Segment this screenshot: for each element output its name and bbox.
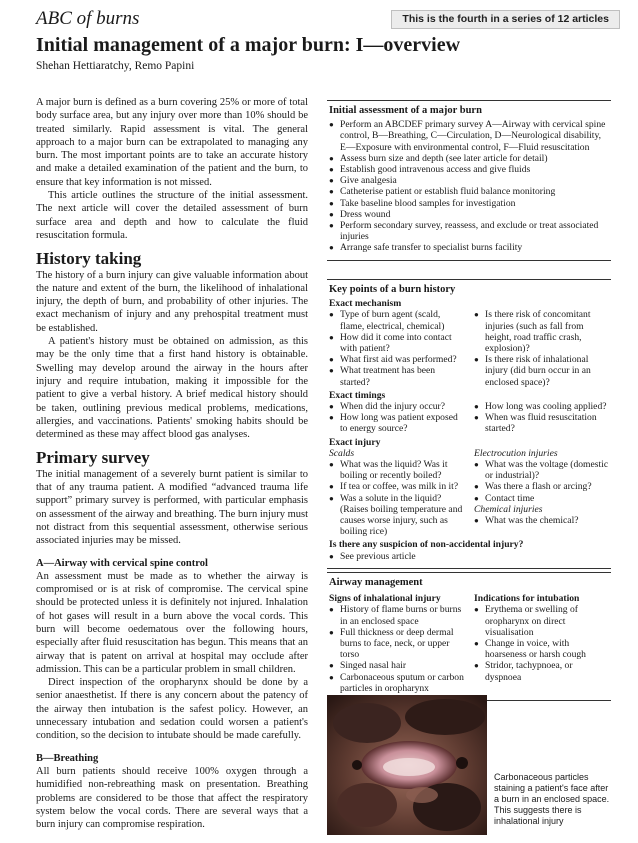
box-subheading: Indications for intubation: [474, 593, 580, 605]
list-item: ● Give analgesia: [329, 175, 609, 186]
list-item: ● What was the liquid? Was it boiling or recently boiled?: [329, 459, 464, 481]
primary-paragraph: The initial management of a severely burnt patient is similar to that of any trauma patient. A modified “advanced trauma life support” primary survey is performed, with particular emphasis on assessment of the airway and breathing. The burn injury must not distract from this sequential assessment, otherwise serious associated injuries may be missed.: [36, 468, 308, 547]
list-item: ● If tea or coffee, was milk in it?: [329, 481, 464, 492]
airway-paragraph: An assessment must be made as to whether the airway is compromised or is at risk of compromise. The cervical spine should be protected unless it is definitely not injured. Inhalation of hot gases will result in a burn above the vocal cords. This burn will become oedematous over the following hours, especially after fluid resuscitation has begun. This means that an airway that is patent on arrival at hospital may occlude after admission. This can be a particular problem in small children.: [36, 570, 308, 675]
section-heading-history: History taking: [36, 249, 142, 269]
series-kicker: ABC of burns: [36, 8, 140, 29]
list-item: ● Was there a flash or arcing?: [474, 481, 609, 492]
history-paragraph: The history of a burn injury can give valuable information about the nature and extent of the burn, the likelihood of inhalational injury, the depth of burn, and probability of other injuries. The exact mechanism of injury and any prehospital treatment must be established.: [36, 269, 308, 334]
authors: Shehan Hettiaratchy, Remo Papini: [36, 60, 195, 72]
box-subheading: Is there any suspicion of non-accidental injury?: [329, 539, 524, 551]
figure-caption: Carbonaceous particles staining a patient's face after a burn in an enclosed space. This suggests there is inhalational injury: [494, 772, 610, 826]
list-item: ● Full thickness or deep dermal burns to face, neck, or upper torso: [329, 627, 464, 661]
intro-paragraph: A major burn is defined as a burn covering 25% or more of total body surface area, but any injury over more than 10% should be treated similarly. Rapid assessment is vital. The general approach to a major burn can be extrapolated to managing any burn. The most important points are to take an accurate history and make a detailed examination of the patient and the burn, to ensure that key information is not missed.: [36, 97, 308, 188]
list-item: ● Singed nasal hair: [329, 660, 464, 671]
list-item: ● Perform an ABCDEF primary survey A—Airway with cervical spine control, B—Breathing, C—Circulation, D—Neurological disability, E—Exposure with environmental control, F—Fluid resuscitation: [329, 119, 609, 153]
box-subheading: Exact timings: [329, 389, 386, 401]
article-title: Initial management of a major burn: I—overview: [36, 34, 461, 56]
list-item: ● History of flame burns or burns in an enclosed space: [329, 604, 464, 626]
list-item: ● Catheterise patient or establish fluid balance monitoring: [329, 186, 609, 197]
box-initial-assessment: [327, 100, 611, 261]
series-tag: This is the fourth in a series of 12 articles: [391, 10, 620, 29]
breathing-paragraph: All burn patients should receive 100% oxygen through a humidified non-rebreathing mask on presentation. Breathing problems are considered to be those that affect the respiratory system below the vocal cords. There are several ways that a burn injury can compromise respiration.: [36, 765, 308, 831]
list-item: ● Contact time: [474, 493, 609, 504]
list-item: ● Perform secondary survey, reassess, and exclude or treat associated injuries: [329, 220, 609, 242]
box-title: Airway management: [329, 577, 423, 588]
list-item: ● Erythema or swelling of oropharynx on direct visualisation: [474, 604, 609, 638]
list-item: ● Assess burn size and depth (see later article for detail): [329, 153, 609, 164]
box-subheading: Exact mechanism: [329, 298, 402, 310]
electrocution-label: Electrocution injuries: [474, 447, 558, 459]
list-item: ● Was a solute in the liquid? (Raises boiling temperature and causes worse injury, such as boiling rice): [329, 493, 464, 538]
list-item: ● Type of burn agent (scald, flame, electrical, chemical): [329, 309, 464, 331]
list-item: ● Carbonaceous sputum or carbon particles in oropharynx: [329, 672, 464, 694]
list-item: ● What was the chemical?: [474, 515, 609, 526]
subheading-breathing: B—Breathing: [36, 752, 99, 764]
list-item: ● Is there risk of concomitant injuries (such as fall from height, road traffic crash, explosion)?: [474, 309, 609, 354]
list-item: ● When did the injury occur?: [329, 401, 464, 412]
list-item: ● Dress wound: [329, 209, 609, 220]
list-item: ● Stridor, tachypnoea, or dyspnoea: [474, 660, 609, 682]
box-title: Initial assessment of a major burn: [329, 105, 482, 116]
box-airway-management: [327, 572, 611, 701]
list-item: ● What treatment has been started?: [329, 365, 464, 387]
list-item: ● Is there risk of inhalational injury (did burn occur in an enclosed space)?: [474, 354, 609, 388]
list-item: ● How long was patient exposed to energy source?: [329, 412, 464, 434]
airway-paragraph: Direct inspection of the oropharynx should be done by a senior anaesthetist. If there is any concern about the patency of the airway then intubation is the safest policy. However, an unnecessary intubation and sedation could worsen a patient's condition, so the decision to intubate should be made carefully.: [36, 677, 308, 742]
list-item: ● What was the voltage (domestic or industrial)?: [474, 459, 609, 481]
section-heading-primary-survey: Primary survey: [36, 448, 150, 468]
box-burn-history: [327, 279, 611, 569]
chemical-label: Chemical injuries: [474, 503, 543, 515]
list-item: ● Take baseline blood samples for investigation: [329, 198, 609, 209]
history-paragraph: A patient's history must be obtained on admission, as this may be the only time that a first hand history is obtainable. Swelling may develop around the airway in the hours after injury and require intubation, making it impossible for the patient to give a verbal history. A brief medical history should be taken, outlining previous medical problems, medications, allergies, and vaccinations. Patients' smoking habits should be determined as these may affect blood gas analyses.: [36, 336, 308, 441]
list-item: ● How long was cooling applied?: [474, 401, 609, 412]
box-title: Key points of a burn history: [329, 284, 456, 295]
list-item: ● Establish good intravenous access and give fluids: [329, 164, 609, 175]
box-subheading: Exact injury: [329, 436, 381, 448]
list-item: ● Arrange safe transfer to specialist burns facility: [329, 242, 609, 253]
box-subheading: Signs of inhalational injury: [329, 593, 441, 605]
list-item: ● See previous article: [329, 551, 609, 562]
clinical-photo: [327, 695, 487, 835]
scalds-label: Scalds: [329, 447, 355, 459]
left-column: [36, 96, 308, 831]
list-item: ● What first aid was performed?: [329, 354, 464, 365]
intro-paragraph: This article outlines the structure of the initial assessment. The next article will cover the detailed assessment of burn surface area and depth and how to calculate the fluid resuscitation formula.: [36, 190, 308, 241]
subheading-airway: A—Airway with cervical spine control: [36, 557, 208, 569]
list-item: ● When was fluid resuscitation started?: [474, 412, 609, 434]
list-item: ● Change in voice, with hoarseness or harsh cough: [474, 638, 609, 660]
list-item: ● How did it come into contact with patient?: [329, 332, 464, 354]
